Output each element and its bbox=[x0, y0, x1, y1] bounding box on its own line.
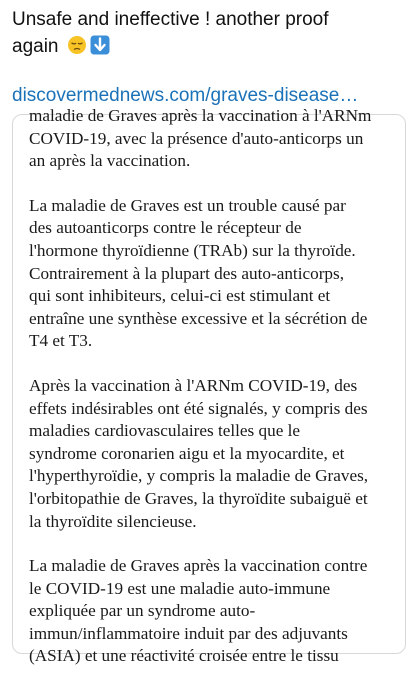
down-arrow-icon bbox=[90, 35, 110, 63]
article-line: (ASIA) et une réactivité croisée entre le tissu bbox=[29, 646, 339, 666]
article-line: Contrairement à la plupart des auto-anticorps, bbox=[29, 263, 344, 283]
article-line: la thyroïdite silencieuse. bbox=[29, 511, 197, 531]
article-line: COVID-19, avec la présence d'auto-anticorps un bbox=[29, 128, 364, 148]
post-text-line2: again bbox=[12, 36, 59, 57]
article-line: l'orbitopathie de Graves, la thyroïdite subaiguë et bbox=[29, 488, 368, 508]
article-line: l'hyperthyroïdie, y compris la maladie de Graves, bbox=[29, 466, 369, 486]
article-line: expliquée par un syndrome auto- bbox=[29, 601, 256, 621]
article-line: syndrome coronarien aigu et la myocardite, et bbox=[29, 443, 345, 463]
article-line: entraîne une synthèse excessive et la sécrétion de bbox=[29, 308, 368, 328]
article-line: le COVID-19 est une maladie auto-immune bbox=[29, 578, 331, 598]
article-line: La maladie de Graves est un trouble causé par bbox=[29, 195, 346, 215]
article-line: qui sont inhibiteurs, celui-ci est stimulant et bbox=[29, 286, 331, 306]
article-line: l'hormone thyroïdienne (TRAb) sur la thyroïde. bbox=[29, 240, 356, 260]
article-line: Après la vaccination à l'ARNm COVID-19, des bbox=[29, 375, 358, 395]
article-line: immun/inflammatoire induit par des adjuvants bbox=[29, 623, 348, 643]
post-text-line1: Unsafe and ineffective ! another proof bbox=[12, 9, 329, 30]
article-paragraph bbox=[29, 375, 397, 533]
article-text bbox=[29, 105, 397, 690]
article-line: des autoanticorps contre le récepteur de bbox=[29, 218, 302, 238]
pensive-face-icon bbox=[67, 35, 87, 63]
article-preview-card[interactable] bbox=[12, 106, 406, 666]
article-paragraph bbox=[29, 555, 397, 668]
article-line: maladie de Graves après la vaccination à l'ARNm bbox=[29, 106, 372, 125]
article-line: T4 et T3. bbox=[29, 331, 93, 351]
article-line: maladies cardiovasculaires telles que le bbox=[29, 421, 301, 441]
post-text bbox=[12, 6, 412, 63]
article-link[interactable]: discovermednews.com/graves-disease… bbox=[12, 85, 359, 106]
article-paragraph bbox=[29, 195, 397, 353]
article-paragraph bbox=[29, 105, 397, 173]
article-line: La maladie de Graves après la vaccination contre bbox=[29, 556, 368, 576]
article-line: effets indésirables ont été signalés, y compris des bbox=[29, 398, 368, 418]
article-line: an après la vaccination. bbox=[29, 151, 191, 171]
